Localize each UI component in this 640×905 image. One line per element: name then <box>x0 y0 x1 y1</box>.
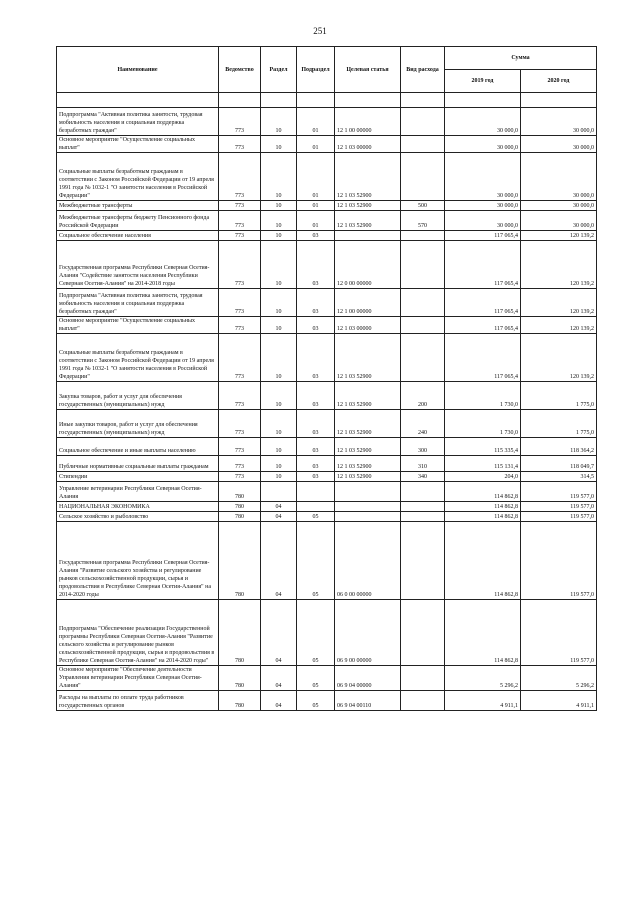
row-podrazdel: 03 <box>297 317 335 334</box>
row-podrazdel: 03 <box>297 334 335 382</box>
row-sum-2020: 119 577,0 <box>521 600 597 666</box>
table-row <box>57 410 597 438</box>
row-razdel: 10 <box>261 153 297 201</box>
row-razdel: 10 <box>261 472 297 482</box>
row-ved: 773 <box>219 231 261 241</box>
row-vid: 500 <box>401 201 445 211</box>
row-razdel: 10 <box>261 136 297 153</box>
header-celevaya: Целевая статья <box>335 47 401 93</box>
table-row <box>57 456 597 472</box>
table-row <box>57 502 597 512</box>
row-name: Межбюджетные трансферты бюджету Пенсионного фонда Российской Федерации <box>57 211 219 231</box>
row-vid <box>401 241 445 289</box>
row-podrazdel: 05 <box>297 522 335 600</box>
row-sum-2019: 204,0 <box>445 472 521 482</box>
row-name: Социальное обеспечение и иные выплаты населению <box>57 438 219 456</box>
row-sum-2020: 119 577,0 <box>521 512 597 522</box>
row-razdel: 04 <box>261 512 297 522</box>
row-sum-2020: 119 577,0 <box>521 482 597 502</box>
row-razdel <box>261 482 297 502</box>
header-ved: Ведомство <box>219 47 261 93</box>
row-sum-2019: 114 862,8 <box>445 512 521 522</box>
row-sum-2020: 1 775,0 <box>521 382 597 410</box>
row-vid <box>401 334 445 382</box>
row-ved: 773 <box>219 108 261 136</box>
row-ved: 773 <box>219 410 261 438</box>
row-name: Основное мероприятие "Осуществление социальных выплат" <box>57 317 219 334</box>
row-razdel: 10 <box>261 211 297 231</box>
row-razdel: 04 <box>261 502 297 512</box>
row-name: Социальное обеспечение населения <box>57 231 219 241</box>
row-sum-2020: 119 577,0 <box>521 502 597 512</box>
row-podrazdel: 01 <box>297 136 335 153</box>
row-vid <box>401 317 445 334</box>
row-vid <box>401 522 445 600</box>
row-podrazdel: 05 <box>297 512 335 522</box>
row-name: Расходы на выплаты по оплате труда работников государственных органов <box>57 691 219 711</box>
row-sum-2019: 117 065,4 <box>445 241 521 289</box>
table-row <box>57 666 597 691</box>
row-podrazdel: 03 <box>297 456 335 472</box>
table-header-row <box>57 47 597 70</box>
row-razdel: 10 <box>261 289 297 317</box>
row-celevaya: 06 9 04 00110 <box>335 691 401 711</box>
row-celevaya: 12 1 03 52900 <box>335 438 401 456</box>
row-name: Публичные нормативные социальные выплаты гражданам <box>57 456 219 472</box>
row-sum-2019: 117 065,4 <box>445 317 521 334</box>
row-podrazdel: 03 <box>297 231 335 241</box>
row-celevaya: 12 1 00 00000 <box>335 289 401 317</box>
row-podrazdel: 01 <box>297 211 335 231</box>
table-row <box>57 512 597 522</box>
row-vid <box>401 482 445 502</box>
row-celevaya: 12 1 03 52900 <box>335 211 401 231</box>
row-name: Стипендии <box>57 472 219 482</box>
row-podrazdel: 03 <box>297 472 335 482</box>
row-razdel: 10 <box>261 108 297 136</box>
row-ved: 773 <box>219 241 261 289</box>
row-sum-2020: 30 000,0 <box>521 211 597 231</box>
row-sum-2019: 117 065,4 <box>445 334 521 382</box>
row-name: Социальные выплаты безработным гражданам в соответствии с Законом Российской Федерации от 19 апреля 1991 года № 1032-1 "О занятости населения в Российской Федерации" <box>57 334 219 382</box>
row-ved: 780 <box>219 666 261 691</box>
row-name: Иные закупки товаров, работ и услуг для обеспечения государственных (муниципальных) нужд <box>57 410 219 438</box>
row-name: Основное мероприятие "Обеспечение деятельности Управления ветеринарии Республики Северная Осетия-Алания" <box>57 666 219 691</box>
row-ved: 780 <box>219 600 261 666</box>
row-vid <box>401 666 445 691</box>
row-celevaya: 12 1 03 00000 <box>335 136 401 153</box>
row-razdel: 10 <box>261 231 297 241</box>
row-celevaya: 12 1 03 52900 <box>335 153 401 201</box>
row-podrazdel: 03 <box>297 241 335 289</box>
header-razdel: Раздел <box>261 47 297 93</box>
table-row <box>57 153 597 201</box>
row-celevaya: 12 1 03 52900 <box>335 201 401 211</box>
row-ved: 773 <box>219 438 261 456</box>
row-ved: 773 <box>219 289 261 317</box>
row-ved: 773 <box>219 456 261 472</box>
row-ved: 780 <box>219 482 261 502</box>
header-podrazdel: Подраздел <box>297 47 335 93</box>
row-sum-2019: 115 131,4 <box>445 456 521 472</box>
row-sum-2019: 115 335,4 <box>445 438 521 456</box>
header-vid: Вид расхода <box>401 47 445 93</box>
row-sum-2020: 120 139,2 <box>521 317 597 334</box>
table-row <box>57 691 597 711</box>
table-row <box>57 482 597 502</box>
table-body <box>57 108 597 711</box>
row-sum-2020: 314,5 <box>521 472 597 482</box>
table-row <box>57 241 597 289</box>
row-podrazdel: 05 <box>297 600 335 666</box>
row-razdel: 10 <box>261 241 297 289</box>
row-sum-2019: 114 862,8 <box>445 502 521 512</box>
row-sum-2020: 4 911,1 <box>521 691 597 711</box>
header-spacer-row <box>57 93 597 108</box>
row-ved: 773 <box>219 136 261 153</box>
row-podrazdel: 05 <box>297 691 335 711</box>
row-sum-2019: 30 000,0 <box>445 108 521 136</box>
row-sum-2019: 30 000,0 <box>445 136 521 153</box>
row-podrazdel: 03 <box>297 410 335 438</box>
row-ved: 773 <box>219 201 261 211</box>
row-sum-2020: 118 049,7 <box>521 456 597 472</box>
row-ved: 773 <box>219 382 261 410</box>
table-row <box>57 334 597 382</box>
row-vid <box>401 502 445 512</box>
table-row <box>57 211 597 231</box>
row-ved: 773 <box>219 472 261 482</box>
row-celevaya: 12 0 00 00000 <box>335 241 401 289</box>
row-sum-2020: 120 139,2 <box>521 289 597 317</box>
row-celevaya: 06 9 04 00000 <box>335 666 401 691</box>
row-vid <box>401 512 445 522</box>
row-sum-2019: 114 862,8 <box>445 600 521 666</box>
row-celevaya: 06 9 00 00000 <box>335 600 401 666</box>
row-ved: 773 <box>219 334 261 382</box>
row-celevaya: 06 0 00 00000 <box>335 522 401 600</box>
row-vid <box>401 108 445 136</box>
row-celevaya: 12 1 03 52900 <box>335 410 401 438</box>
row-razdel: 10 <box>261 334 297 382</box>
row-sum-2020: 120 139,2 <box>521 241 597 289</box>
page-number: 251 <box>313 26 327 36</box>
row-ved: 780 <box>219 691 261 711</box>
row-sum-2019: 117 065,4 <box>445 231 521 241</box>
table-row <box>57 317 597 334</box>
row-name: Управление ветеринарии Республики Северная Осетия-Алания <box>57 482 219 502</box>
row-ved: 780 <box>219 512 261 522</box>
table-row <box>57 201 597 211</box>
row-podrazdel <box>297 502 335 512</box>
row-sum-2019: 114 862,8 <box>445 482 521 502</box>
table-row <box>57 108 597 136</box>
row-sum-2020: 120 139,2 <box>521 334 597 382</box>
row-razdel: 10 <box>261 438 297 456</box>
row-ved: 780 <box>219 502 261 512</box>
row-vid <box>401 231 445 241</box>
row-vid: 240 <box>401 410 445 438</box>
row-sum-2019: 5 296,2 <box>445 666 521 691</box>
row-sum-2019: 1 730,0 <box>445 382 521 410</box>
row-vid: 300 <box>401 438 445 456</box>
row-vid <box>401 691 445 711</box>
row-podrazdel: 03 <box>297 382 335 410</box>
header-2019: 2019 год <box>445 70 521 93</box>
row-vid: 340 <box>401 472 445 482</box>
row-razdel: 04 <box>261 522 297 600</box>
row-celevaya: 12 1 03 52900 <box>335 472 401 482</box>
row-sum-2020: 30 000,0 <box>521 153 597 201</box>
row-vid: 200 <box>401 382 445 410</box>
row-name: Сельское хозяйство и рыболовство <box>57 512 219 522</box>
row-podrazdel <box>297 482 335 502</box>
row-celevaya: 12 1 03 52900 <box>335 456 401 472</box>
row-razdel: 10 <box>261 410 297 438</box>
header-summa: Сумма <box>445 47 597 70</box>
row-name: Государственная программа Республики Северная Осетия-Алания "Содействие занятости населения Республики Северная Осетия-Алания" на 2014-2018 годы <box>57 241 219 289</box>
row-name: Подпрограмма "Обеспечение реализации Государственной программы Республики Северная Осетия-Алания "Развитие сельского хозяйства и регулирование рынков сельскохозяйственной продукции, сырья и продовольствия в Республике Северная Осетия-Алания" на 2014-2020 годы" <box>57 600 219 666</box>
row-celevaya <box>335 231 401 241</box>
table-row <box>57 438 597 456</box>
row-vid: 570 <box>401 211 445 231</box>
row-sum-2019: 1 730,0 <box>445 410 521 438</box>
table-row <box>57 600 597 666</box>
row-razdel: 04 <box>261 600 297 666</box>
table-row <box>57 136 597 153</box>
row-podrazdel: 01 <box>297 153 335 201</box>
row-razdel: 04 <box>261 666 297 691</box>
row-celevaya: 12 1 03 52900 <box>335 334 401 382</box>
row-celevaya: 12 1 00 00000 <box>335 108 401 136</box>
row-celevaya <box>335 502 401 512</box>
row-sum-2020: 1 775,0 <box>521 410 597 438</box>
row-podrazdel: 01 <box>297 201 335 211</box>
row-name: НАЦИОНАЛЬНАЯ ЭКОНОМИКА <box>57 502 219 512</box>
row-razdel: 10 <box>261 382 297 410</box>
row-sum-2020: 120 139,2 <box>521 231 597 241</box>
row-sum-2019: 4 911,1 <box>445 691 521 711</box>
row-sum-2019: 117 065,4 <box>445 289 521 317</box>
row-name: Социальные выплаты безработным гражданам в соответствии с Законом Российской Федерации от 19 апреля 1991 года № 1032-1 "О занятости населения в Российской Федерации" <box>57 153 219 201</box>
row-sum-2020: 30 000,0 <box>521 136 597 153</box>
row-name: Государственная программа Республики Северная Осетия-Алания "Развитие сельского хозяйства и регулирование рынков сельскохозяйственной продукции, сырья и продовольствия в Республике Северная Осетия-Алания" на 2014-2020 годы <box>57 522 219 600</box>
row-name: Основное мероприятие "Осуществление социальных выплат" <box>57 136 219 153</box>
row-ved: 780 <box>219 522 261 600</box>
row-razdel: 10 <box>261 456 297 472</box>
row-vid <box>401 600 445 666</box>
row-sum-2020: 30 000,0 <box>521 201 597 211</box>
row-celevaya <box>335 512 401 522</box>
table-row <box>57 472 597 482</box>
row-vid <box>401 136 445 153</box>
row-celevaya: 12 1 03 52900 <box>335 382 401 410</box>
row-ved: 773 <box>219 153 261 201</box>
table-row <box>57 231 597 241</box>
table-row <box>57 522 597 600</box>
row-celevaya <box>335 482 401 502</box>
row-sum-2020: 30 000,0 <box>521 108 597 136</box>
row-name: Межбюджетные трансферты <box>57 201 219 211</box>
row-sum-2020: 119 577,0 <box>521 522 597 600</box>
row-sum-2019: 30 000,0 <box>445 201 521 211</box>
row-vid <box>401 153 445 201</box>
row-sum-2019: 114 862,8 <box>445 522 521 600</box>
row-name: Подпрограмма "Активная политика занятости, трудовая мобильность населения и социальная поддержка безработных граждан" <box>57 289 219 317</box>
row-vid <box>401 289 445 317</box>
row-ved: 773 <box>219 211 261 231</box>
budget-table <box>56 46 597 711</box>
row-sum-2019: 30 000,0 <box>445 211 521 231</box>
table-row <box>57 382 597 410</box>
row-sum-2019: 30 000,0 <box>445 153 521 201</box>
row-sum-2020: 118 364,2 <box>521 438 597 456</box>
row-name: Закупка товаров, работ и услуг для обеспечения государственных (муниципальных) нужд <box>57 382 219 410</box>
row-ved: 773 <box>219 317 261 334</box>
row-razdel: 10 <box>261 317 297 334</box>
row-podrazdel: 01 <box>297 108 335 136</box>
row-podrazdel: 05 <box>297 666 335 691</box>
table-row <box>57 289 597 317</box>
row-razdel: 10 <box>261 201 297 211</box>
header-name: Наименование <box>57 47 219 93</box>
row-razdel: 04 <box>261 691 297 711</box>
row-name: Подпрограмма "Активная политика занятости, трудовая мобильность населения и социальная поддержка безработных граждан" <box>57 108 219 136</box>
row-podrazdel: 03 <box>297 438 335 456</box>
row-podrazdel: 03 <box>297 289 335 317</box>
row-vid: 310 <box>401 456 445 472</box>
row-celevaya: 12 1 03 00000 <box>335 317 401 334</box>
header-2020: 2020 год <box>521 70 597 93</box>
row-sum-2020: 5 296,2 <box>521 666 597 691</box>
